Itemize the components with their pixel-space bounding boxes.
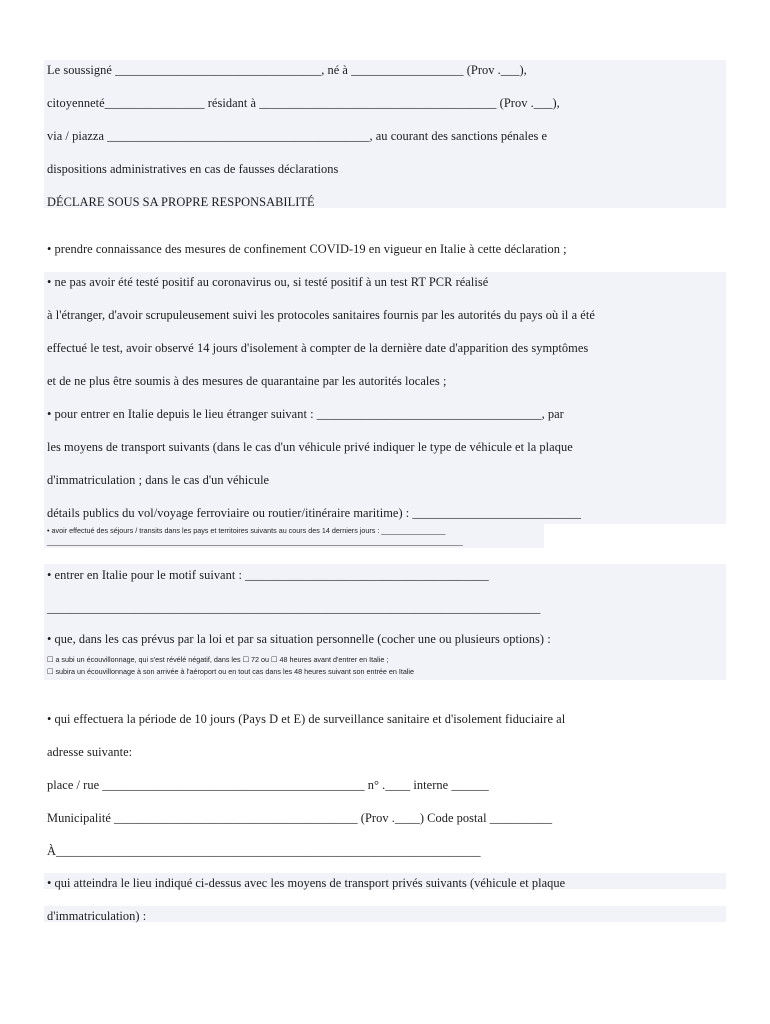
municipality-line: Municipalité _______________________________________ (Prov .____) Code postal __________ xyxy=(47,811,553,825)
signatory-line: Le soussigné _________________________________, né à __________________ (Prov .___), xyxy=(47,63,527,77)
bullet-entry-location: • pour entrer en Italie depuis le lieu étranger suivant : ____________________________________, par xyxy=(47,407,564,421)
street-line: via / piazza __________________________________________, au courant des sanctions pénales e xyxy=(47,129,548,143)
text-line: et de ne plus être soumis à des mesures de quarantaine par les autorités locales ; xyxy=(47,374,447,388)
declaration-heading: DÉCLARE SOUS SA PROPRE RESPONSABILITÉ xyxy=(47,195,315,209)
option-swab-arrival[interactable]: ☐ subira un écouvillonnage à son arrivée à l'aéroport ou en tout cas dans les 48 heures suivant son entrée en Italie xyxy=(47,667,415,676)
text-line: détails publics du vol/voyage ferroviaire ou routier/itinéraire maritime) : ___________________________ xyxy=(47,506,582,520)
text-line: les moyens de transport suivants (dans le cas d'un véhicule privé indiquer le type de véhicule et la plaque xyxy=(47,440,573,454)
admin-provisions-line: dispositions administratives en cas de fausses déclarations xyxy=(47,162,339,176)
form-field-shading xyxy=(44,906,726,922)
text-line: à l'étranger, d'avoir scrupuleusement suivi les protocoles sanitaires fournis par les autorités du pays où il a été xyxy=(47,308,595,322)
transit-countries-blank: ________________________________________________________________________________________________________ xyxy=(47,537,463,546)
bullet-isolation: • qui effectuera la période de 10 jours (Pays D et E) de surveillance sanitaire et d'isolement fiduciaire al xyxy=(47,712,566,726)
bullet-private-transport: • qui atteindra le lieu indiqué ci-dessus avec les moyens de transport privés suivants (véhicule et plaque xyxy=(47,876,566,890)
text-line: adresse suivante: xyxy=(47,745,133,759)
bullet-options: • que, dans les cas prévus par la loi et par sa situation personnelle (cocher une ou plusieurs options) : xyxy=(47,632,551,646)
citizenship-line: citoyenneté________________ résidant à ______________________________________ (Prov .___), xyxy=(47,96,560,110)
text-line: d'immatriculation ; dans le cas d'un véhicule xyxy=(47,473,270,487)
bullet-not-positive: • ne pas avoir été testé positif au coronavirus ou, si testé positif à un test RT PCR réalisé xyxy=(47,275,489,289)
bullet-confinement: • prendre connaissance des mesures de confinement COVID-19 en vigueur en Italie à cette déclaration ; xyxy=(47,242,567,256)
address-street-line: place / rue __________________________________________ n° .____ interne ______ xyxy=(47,778,489,792)
option-swab-before[interactable]: ☐ a subi un écouvillonnage, qui s'est révélé négatif, dans les ☐ 72 ou ☐ 48 heures avant d'entrer en Italie ; xyxy=(47,655,389,664)
bullet-entry-reason: • entrer en Italie pour le motif suivant : _______________________________________ xyxy=(47,568,489,582)
reason-blank-line: _______________________________________________________________________________ xyxy=(47,601,541,615)
text-line: effectué le test, avoir observé 14 jours d'isolement à compter de la dernière date d'apparition des symptômes xyxy=(47,341,589,355)
transit-countries-line: • avoir effectué des séjours / transits dans les pays et territoires suivants au cours des 14 derniers jours : ________________ xyxy=(47,526,446,535)
place-line: À____________________________________________________________________ xyxy=(47,844,481,858)
text-line: d'immatriculation) : xyxy=(47,909,147,923)
